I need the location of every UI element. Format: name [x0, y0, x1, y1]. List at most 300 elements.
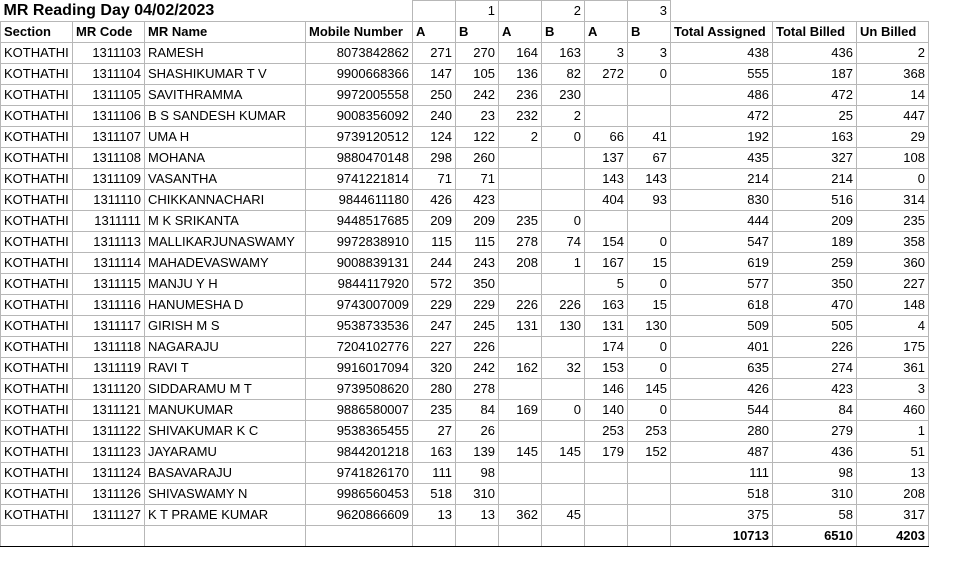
cell-total-assigned[interactable]: 619 [671, 253, 773, 274]
cell-total-billed[interactable]: 187 [773, 64, 857, 85]
cell-b-3[interactable] [628, 85, 671, 106]
cell-a-1[interactable]: 518 [413, 484, 456, 505]
cell-a-1[interactable]: 244 [413, 253, 456, 274]
cell-un-billed[interactable]: 108 [857, 148, 929, 169]
cell-mobile-number[interactable]: 9916017094 [306, 358, 413, 379]
cell-a-2[interactable]: 278 [499, 232, 542, 253]
cell-b-3[interactable] [628, 106, 671, 127]
cell-total-billed[interactable]: 470 [773, 295, 857, 316]
group-number-2[interactable]: 2 [542, 1, 585, 22]
cell-a-2[interactable]: 362 [499, 505, 542, 526]
cell-total-billed[interactable]: 279 [773, 421, 857, 442]
cell-mobile-number[interactable]: 9743007009 [306, 295, 413, 316]
cell-total-assigned[interactable]: 544 [671, 400, 773, 421]
cell-a-3[interactable]: 66 [585, 127, 628, 148]
cell-mr-name[interactable]: NAGARAJU [145, 337, 306, 358]
cell-mr-code[interactable]: 1311108 [73, 148, 145, 169]
cell-mr-name[interactable]: K T PRAME KUMAR [145, 505, 306, 526]
cell-section[interactable]: KOTHATHI [1, 274, 73, 295]
cell-section[interactable]: KOTHATHI [1, 463, 73, 484]
cell-mobile-number[interactable]: 9741826170 [306, 463, 413, 484]
cell-total-billed[interactable]: 25 [773, 106, 857, 127]
cell-mobile-number[interactable]: 9886580007 [306, 400, 413, 421]
cell-un-billed[interactable]: 51 [857, 442, 929, 463]
cell-mr-name[interactable]: GIRISH M S [145, 316, 306, 337]
cell-un-billed[interactable]: 314 [857, 190, 929, 211]
cell-section[interactable]: KOTHATHI [1, 85, 73, 106]
cell-mr-name[interactable]: SHIVAKUMAR K C [145, 421, 306, 442]
cell-section[interactable]: KOTHATHI [1, 400, 73, 421]
cell-total-billed[interactable]: 423 [773, 379, 857, 400]
cell-mobile-number[interactable]: 9844201218 [306, 442, 413, 463]
cell-b-3[interactable] [628, 505, 671, 526]
cell-a-2[interactable]: 136 [499, 64, 542, 85]
cell-b-1[interactable]: 84 [456, 400, 499, 421]
header-b-1[interactable]: B [456, 22, 499, 43]
cell-mr-code[interactable]: 1311117 [73, 316, 145, 337]
cell-a-1[interactable]: 250 [413, 85, 456, 106]
cell-b-3[interactable] [628, 484, 671, 505]
cell-a-1[interactable]: 426 [413, 190, 456, 211]
header-a-2[interactable]: A [499, 22, 542, 43]
cell-total-billed[interactable]: 98 [773, 463, 857, 484]
cell-a-2[interactable] [499, 484, 542, 505]
cell-mr-code[interactable]: 1311118 [73, 337, 145, 358]
cell-b-2[interactable]: 82 [542, 64, 585, 85]
cell-b-1[interactable]: 26 [456, 421, 499, 442]
cell-un-billed[interactable]: 148 [857, 295, 929, 316]
cell-a-2[interactable]: 169 [499, 400, 542, 421]
header-section[interactable]: Section [1, 22, 73, 43]
cell-b-1[interactable]: 310 [456, 484, 499, 505]
empty-cell[interactable] [413, 526, 456, 547]
cell-a-1[interactable]: 71 [413, 169, 456, 190]
cell-a-3[interactable]: 272 [585, 64, 628, 85]
cell-a-3[interactable]: 404 [585, 190, 628, 211]
cell-total-assigned[interactable]: 401 [671, 337, 773, 358]
cell-mr-code[interactable]: 1311116 [73, 295, 145, 316]
cell-mobile-number[interactable]: 9844117920 [306, 274, 413, 295]
cell-section[interactable]: KOTHATHI [1, 505, 73, 526]
cell-b-1[interactable]: 260 [456, 148, 499, 169]
cell-un-billed[interactable]: 235 [857, 211, 929, 232]
cell-a-3[interactable]: 174 [585, 337, 628, 358]
cell-a-1[interactable]: 209 [413, 211, 456, 232]
cell-mobile-number[interactable]: 9739508620 [306, 379, 413, 400]
cell-b-2[interactable]: 226 [542, 295, 585, 316]
cell-a-1[interactable]: 240 [413, 106, 456, 127]
cell-mr-code[interactable]: 1311121 [73, 400, 145, 421]
cell-un-billed[interactable]: 2 [857, 43, 929, 64]
cell-mobile-number[interactable]: 9008356092 [306, 106, 413, 127]
cell-total-assigned[interactable]: 618 [671, 295, 773, 316]
cell-b-3[interactable]: 152 [628, 442, 671, 463]
cell-mr-code[interactable]: 1311107 [73, 127, 145, 148]
cell-un-billed[interactable]: 208 [857, 484, 929, 505]
header-b-2[interactable]: B [542, 22, 585, 43]
cell-b-3[interactable]: 0 [628, 232, 671, 253]
cell-a-1[interactable]: 298 [413, 148, 456, 169]
cell-a-3[interactable] [585, 106, 628, 127]
cell-a-3[interactable]: 140 [585, 400, 628, 421]
cell-mr-name[interactable]: SHASHIKUMAR T V [145, 64, 306, 85]
cell-a-1[interactable]: 227 [413, 337, 456, 358]
cell-un-billed[interactable]: 14 [857, 85, 929, 106]
cell-b-1[interactable]: 23 [456, 106, 499, 127]
cell-total-assigned[interactable]: 438 [671, 43, 773, 64]
cell-total-assigned[interactable]: 486 [671, 85, 773, 106]
cell-a-1[interactable]: 111 [413, 463, 456, 484]
cell-b-3[interactable]: 0 [628, 400, 671, 421]
cell-b-3[interactable]: 0 [628, 64, 671, 85]
cell-a-2[interactable] [499, 274, 542, 295]
cell-total-billed[interactable]: 274 [773, 358, 857, 379]
header-mr-code[interactable]: MR Code [73, 22, 145, 43]
cell-total-billed[interactable]: 259 [773, 253, 857, 274]
cell-b-1[interactable]: 242 [456, 358, 499, 379]
cell-b-2[interactable]: 0 [542, 400, 585, 421]
cell-a-2[interactable] [499, 148, 542, 169]
cell-total-assigned[interactable]: 547 [671, 232, 773, 253]
cell-a-1[interactable]: 280 [413, 379, 456, 400]
cell-mobile-number[interactable]: 9008839131 [306, 253, 413, 274]
cell-b-2[interactable] [542, 274, 585, 295]
cell-mobile-number[interactable]: 7204102776 [306, 337, 413, 358]
header-total-assigned[interactable]: Total Assigned [671, 22, 773, 43]
cell-un-billed[interactable]: 360 [857, 253, 929, 274]
un-billed-sum[interactable]: 4203 [857, 526, 929, 547]
cell-total-billed[interactable]: 214 [773, 169, 857, 190]
cell-a-2[interactable]: 162 [499, 358, 542, 379]
cell-mobile-number[interactable]: 9620866609 [306, 505, 413, 526]
cell-b-2[interactable] [542, 484, 585, 505]
cell-a-3[interactable] [585, 505, 628, 526]
cell-a-1[interactable]: 13 [413, 505, 456, 526]
cell-b-1[interactable]: 270 [456, 43, 499, 64]
cell-un-billed[interactable]: 460 [857, 400, 929, 421]
cell-section[interactable]: KOTHATHI [1, 211, 73, 232]
cell-total-assigned[interactable]: 214 [671, 169, 773, 190]
cell-b-3[interactable] [628, 211, 671, 232]
cell-mobile-number[interactable]: 9986560453 [306, 484, 413, 505]
empty-cell[interactable] [585, 526, 628, 547]
cell-total-billed[interactable]: 310 [773, 484, 857, 505]
cell-mobile-number[interactable]: 9739120512 [306, 127, 413, 148]
cell-total-billed[interactable]: 505 [773, 316, 857, 337]
cell-a-1[interactable]: 271 [413, 43, 456, 64]
cell-a-3[interactable] [585, 85, 628, 106]
cell-b-2[interactable] [542, 337, 585, 358]
cell-b-3[interactable]: 67 [628, 148, 671, 169]
cell-mr-code[interactable]: 1311119 [73, 358, 145, 379]
cell-mobile-number[interactable]: 9900668366 [306, 64, 413, 85]
cell-b-2[interactable] [542, 379, 585, 400]
cell-b-1[interactable]: 115 [456, 232, 499, 253]
cell-mr-name[interactable]: B S SANDESH KUMAR [145, 106, 306, 127]
cell-total-assigned[interactable]: 577 [671, 274, 773, 295]
cell-mr-code[interactable]: 1311126 [73, 484, 145, 505]
cell-total-billed[interactable]: 516 [773, 190, 857, 211]
cell-a-3[interactable]: 146 [585, 379, 628, 400]
cell-b-2[interactable] [542, 463, 585, 484]
cell-mr-code[interactable]: 1311103 [73, 43, 145, 64]
cell-total-assigned[interactable]: 192 [671, 127, 773, 148]
cell-a-3[interactable]: 154 [585, 232, 628, 253]
cell-section[interactable]: KOTHATHI [1, 169, 73, 190]
cell-a-3[interactable]: 5 [585, 274, 628, 295]
empty-cell[interactable] [73, 526, 145, 547]
cell-total-assigned[interactable]: 509 [671, 316, 773, 337]
cell-mr-name[interactable]: RAMESH [145, 43, 306, 64]
cell-a-2[interactable] [499, 169, 542, 190]
cell-mr-code[interactable]: 1311109 [73, 169, 145, 190]
cell-a-2[interactable]: 208 [499, 253, 542, 274]
cell-section[interactable]: KOTHATHI [1, 190, 73, 211]
cell-b-2[interactable]: 0 [542, 127, 585, 148]
total-assigned-sum[interactable]: 10713 [671, 526, 773, 547]
header-mobile-number[interactable]: Mobile Number [306, 22, 413, 43]
cell-mobile-number[interactable]: 9880470148 [306, 148, 413, 169]
cell-un-billed[interactable]: 29 [857, 127, 929, 148]
cell-a-2[interactable]: 145 [499, 442, 542, 463]
cell-a-2[interactable] [499, 463, 542, 484]
cell-mr-name[interactable]: MALLIKARJUNASWAMY [145, 232, 306, 253]
cell-section[interactable]: KOTHATHI [1, 253, 73, 274]
cell-un-billed[interactable]: 13 [857, 463, 929, 484]
cell-total-assigned[interactable]: 444 [671, 211, 773, 232]
cell-a-2[interactable]: 226 [499, 295, 542, 316]
cell-mr-name[interactable]: VASANTHA [145, 169, 306, 190]
cell-mr-code[interactable]: 1311122 [73, 421, 145, 442]
cell-b-2[interactable]: 0 [542, 211, 585, 232]
cell-total-assigned[interactable]: 487 [671, 442, 773, 463]
cell-mobile-number[interactable]: 9972005558 [306, 85, 413, 106]
cell-un-billed[interactable]: 361 [857, 358, 929, 379]
cell-b-1[interactable]: 122 [456, 127, 499, 148]
cell-a-1[interactable]: 572 [413, 274, 456, 295]
cell-mr-code[interactable]: 1311105 [73, 85, 145, 106]
cell-un-billed[interactable]: 358 [857, 232, 929, 253]
cell-mr-code[interactable]: 1311124 [73, 463, 145, 484]
cell-total-assigned[interactable]: 555 [671, 64, 773, 85]
cell-total-assigned[interactable]: 635 [671, 358, 773, 379]
cell-un-billed[interactable]: 4 [857, 316, 929, 337]
cell-un-billed[interactable]: 227 [857, 274, 929, 295]
cell-un-billed[interactable]: 368 [857, 64, 929, 85]
cell-b-1[interactable]: 209 [456, 211, 499, 232]
cell-section[interactable]: KOTHATHI [1, 379, 73, 400]
empty-cell[interactable] [456, 526, 499, 547]
cell-mr-code[interactable]: 1311115 [73, 274, 145, 295]
cell-mr-code[interactable]: 1311106 [73, 106, 145, 127]
cell-section[interactable]: KOTHATHI [1, 442, 73, 463]
cell-mr-code[interactable]: 1311104 [73, 64, 145, 85]
cell-a-2[interactable]: 2 [499, 127, 542, 148]
cell-b-1[interactable]: 423 [456, 190, 499, 211]
cell-b-2[interactable]: 230 [542, 85, 585, 106]
cell-b-2[interactable]: 163 [542, 43, 585, 64]
cell-b-2[interactable]: 45 [542, 505, 585, 526]
empty-cell[interactable] [306, 526, 413, 547]
cell-a-1[interactable]: 247 [413, 316, 456, 337]
cell-mr-code[interactable]: 1311110 [73, 190, 145, 211]
cell-section[interactable]: KOTHATHI [1, 295, 73, 316]
cell-a-3[interactable]: 3 [585, 43, 628, 64]
cell-total-assigned[interactable]: 111 [671, 463, 773, 484]
cell-b-2[interactable] [542, 421, 585, 442]
cell-section[interactable]: KOTHATHI [1, 64, 73, 85]
cell-a-3[interactable]: 253 [585, 421, 628, 442]
cell-a-2[interactable]: 131 [499, 316, 542, 337]
cell-b-3[interactable]: 3 [628, 43, 671, 64]
cell-a-2[interactable] [499, 190, 542, 211]
cell-section[interactable]: KOTHATHI [1, 106, 73, 127]
cell-mr-code[interactable]: 1311111 [73, 211, 145, 232]
cell-total-billed[interactable]: 189 [773, 232, 857, 253]
cell-a-1[interactable]: 147 [413, 64, 456, 85]
cell-a-3[interactable]: 131 [585, 316, 628, 337]
cell-section[interactable]: KOTHATHI [1, 337, 73, 358]
cell-section[interactable]: KOTHATHI [1, 484, 73, 505]
cell-b-1[interactable]: 278 [456, 379, 499, 400]
header-un-billed[interactable]: Un Billed [857, 22, 929, 43]
cell-un-billed[interactable]: 3 [857, 379, 929, 400]
cell-b-1[interactable]: 245 [456, 316, 499, 337]
cell-b-3[interactable]: 93 [628, 190, 671, 211]
cell-total-assigned[interactable]: 830 [671, 190, 773, 211]
cell-b-2[interactable]: 74 [542, 232, 585, 253]
cell-section[interactable]: KOTHATHI [1, 421, 73, 442]
cell-b-3[interactable]: 143 [628, 169, 671, 190]
cell-mr-name[interactable]: RAVI T [145, 358, 306, 379]
cell-a-2[interactable]: 232 [499, 106, 542, 127]
cell-mr-code[interactable]: 1311127 [73, 505, 145, 526]
cell-a-2[interactable] [499, 337, 542, 358]
cell-a-3[interactable] [585, 463, 628, 484]
cell-b-3[interactable]: 145 [628, 379, 671, 400]
cell-b-1[interactable]: 71 [456, 169, 499, 190]
cell-total-billed[interactable]: 436 [773, 442, 857, 463]
cell-b-3[interactable]: 0 [628, 337, 671, 358]
cell-mr-name[interactable]: UMA H [145, 127, 306, 148]
cell-a-3[interactable]: 137 [585, 148, 628, 169]
cell-mr-name[interactable]: SAVITHRAMMA [145, 85, 306, 106]
cell-a-1[interactable]: 163 [413, 442, 456, 463]
cell-mobile-number[interactable]: 9448517685 [306, 211, 413, 232]
cell-a-3[interactable]: 163 [585, 295, 628, 316]
cell-mr-name[interactable]: SIDDARAMU M T [145, 379, 306, 400]
cell-mr-name[interactable]: MOHANA [145, 148, 306, 169]
cell-a-2[interactable]: 236 [499, 85, 542, 106]
cell-mobile-number[interactable]: 9844611180 [306, 190, 413, 211]
cell-b-2[interactable] [542, 190, 585, 211]
cell-b-3[interactable] [628, 463, 671, 484]
cell-total-assigned[interactable]: 426 [671, 379, 773, 400]
empty-cell[interactable] [145, 526, 306, 547]
empty-cell[interactable] [628, 526, 671, 547]
cell-mr-code[interactable]: 1311120 [73, 379, 145, 400]
cell-b-1[interactable]: 139 [456, 442, 499, 463]
cell-a-1[interactable]: 27 [413, 421, 456, 442]
cell-b-2[interactable]: 2 [542, 106, 585, 127]
cell-b-2[interactable]: 130 [542, 316, 585, 337]
cell-section[interactable]: KOTHATHI [1, 148, 73, 169]
cell-a-2[interactable] [499, 379, 542, 400]
cell-b-1[interactable]: 350 [456, 274, 499, 295]
cell-total-assigned[interactable]: 280 [671, 421, 773, 442]
cell-mr-code[interactable]: 1311114 [73, 253, 145, 274]
group-number-3[interactable]: 3 [628, 1, 671, 22]
cell-total-billed[interactable]: 58 [773, 505, 857, 526]
cell-b-1[interactable]: 105 [456, 64, 499, 85]
cell-total-assigned[interactable]: 518 [671, 484, 773, 505]
cell-mobile-number[interactable]: 9538365455 [306, 421, 413, 442]
cell-total-assigned[interactable]: 472 [671, 106, 773, 127]
cell-b-2[interactable] [542, 148, 585, 169]
cell-mobile-number[interactable]: 9538733536 [306, 316, 413, 337]
cell-un-billed[interactable]: 447 [857, 106, 929, 127]
cell-un-billed[interactable]: 1 [857, 421, 929, 442]
cell-section[interactable]: KOTHATHI [1, 232, 73, 253]
cell-total-billed[interactable]: 84 [773, 400, 857, 421]
cell-total-assigned[interactable]: 435 [671, 148, 773, 169]
cell-b-3[interactable]: 15 [628, 253, 671, 274]
cell-un-billed[interactable]: 0 [857, 169, 929, 190]
cell-a-3[interactable] [585, 484, 628, 505]
cell-a-3[interactable]: 143 [585, 169, 628, 190]
cell-b-1[interactable]: 226 [456, 337, 499, 358]
cell-a-1[interactable]: 235 [413, 400, 456, 421]
cell-b-1[interactable]: 13 [456, 505, 499, 526]
header-b-3[interactable]: B [628, 22, 671, 43]
cell-a-2[interactable]: 164 [499, 43, 542, 64]
cell-mr-code[interactable]: 1311123 [73, 442, 145, 463]
cell-b-1[interactable]: 98 [456, 463, 499, 484]
cell-b-3[interactable]: 130 [628, 316, 671, 337]
cell-a-3[interactable]: 167 [585, 253, 628, 274]
cell-total-billed[interactable]: 327 [773, 148, 857, 169]
cell-b-2[interactable]: 1 [542, 253, 585, 274]
cell-mr-name[interactable]: BASAVARAJU [145, 463, 306, 484]
empty-cell[interactable] [542, 526, 585, 547]
cell-a-1[interactable]: 229 [413, 295, 456, 316]
cell-a-1[interactable]: 115 [413, 232, 456, 253]
cell-total-assigned[interactable]: 375 [671, 505, 773, 526]
cell-mr-name[interactable]: JAYARAMU [145, 442, 306, 463]
cell-un-billed[interactable]: 175 [857, 337, 929, 358]
cell-b-2[interactable]: 145 [542, 442, 585, 463]
cell-mr-name[interactable]: M K SRIKANTA [145, 211, 306, 232]
cell-a-3[interactable]: 153 [585, 358, 628, 379]
header-mr-name[interactable]: MR Name [145, 22, 306, 43]
cell-total-billed[interactable]: 226 [773, 337, 857, 358]
cell-b-3[interactable]: 0 [628, 274, 671, 295]
cell-section[interactable]: KOTHATHI [1, 316, 73, 337]
cell-b-3[interactable]: 15 [628, 295, 671, 316]
header-total-billed[interactable]: Total Billed [773, 22, 857, 43]
cell-mr-name[interactable]: MAHADEVASWAMY [145, 253, 306, 274]
cell-un-billed[interactable]: 317 [857, 505, 929, 526]
empty-cell[interactable] [499, 526, 542, 547]
cell-mr-code[interactable]: 1311113 [73, 232, 145, 253]
cell-mr-name[interactable]: MANUKUMAR [145, 400, 306, 421]
empty-cell[interactable] [1, 526, 73, 547]
group-number-1[interactable]: 1 [456, 1, 499, 22]
cell-mr-name[interactable]: SHIVASWAMY N [145, 484, 306, 505]
total-billed-sum[interactable]: 6510 [773, 526, 857, 547]
cell-mobile-number[interactable]: 9741221814 [306, 169, 413, 190]
cell-mobile-number[interactable]: 9972838910 [306, 232, 413, 253]
